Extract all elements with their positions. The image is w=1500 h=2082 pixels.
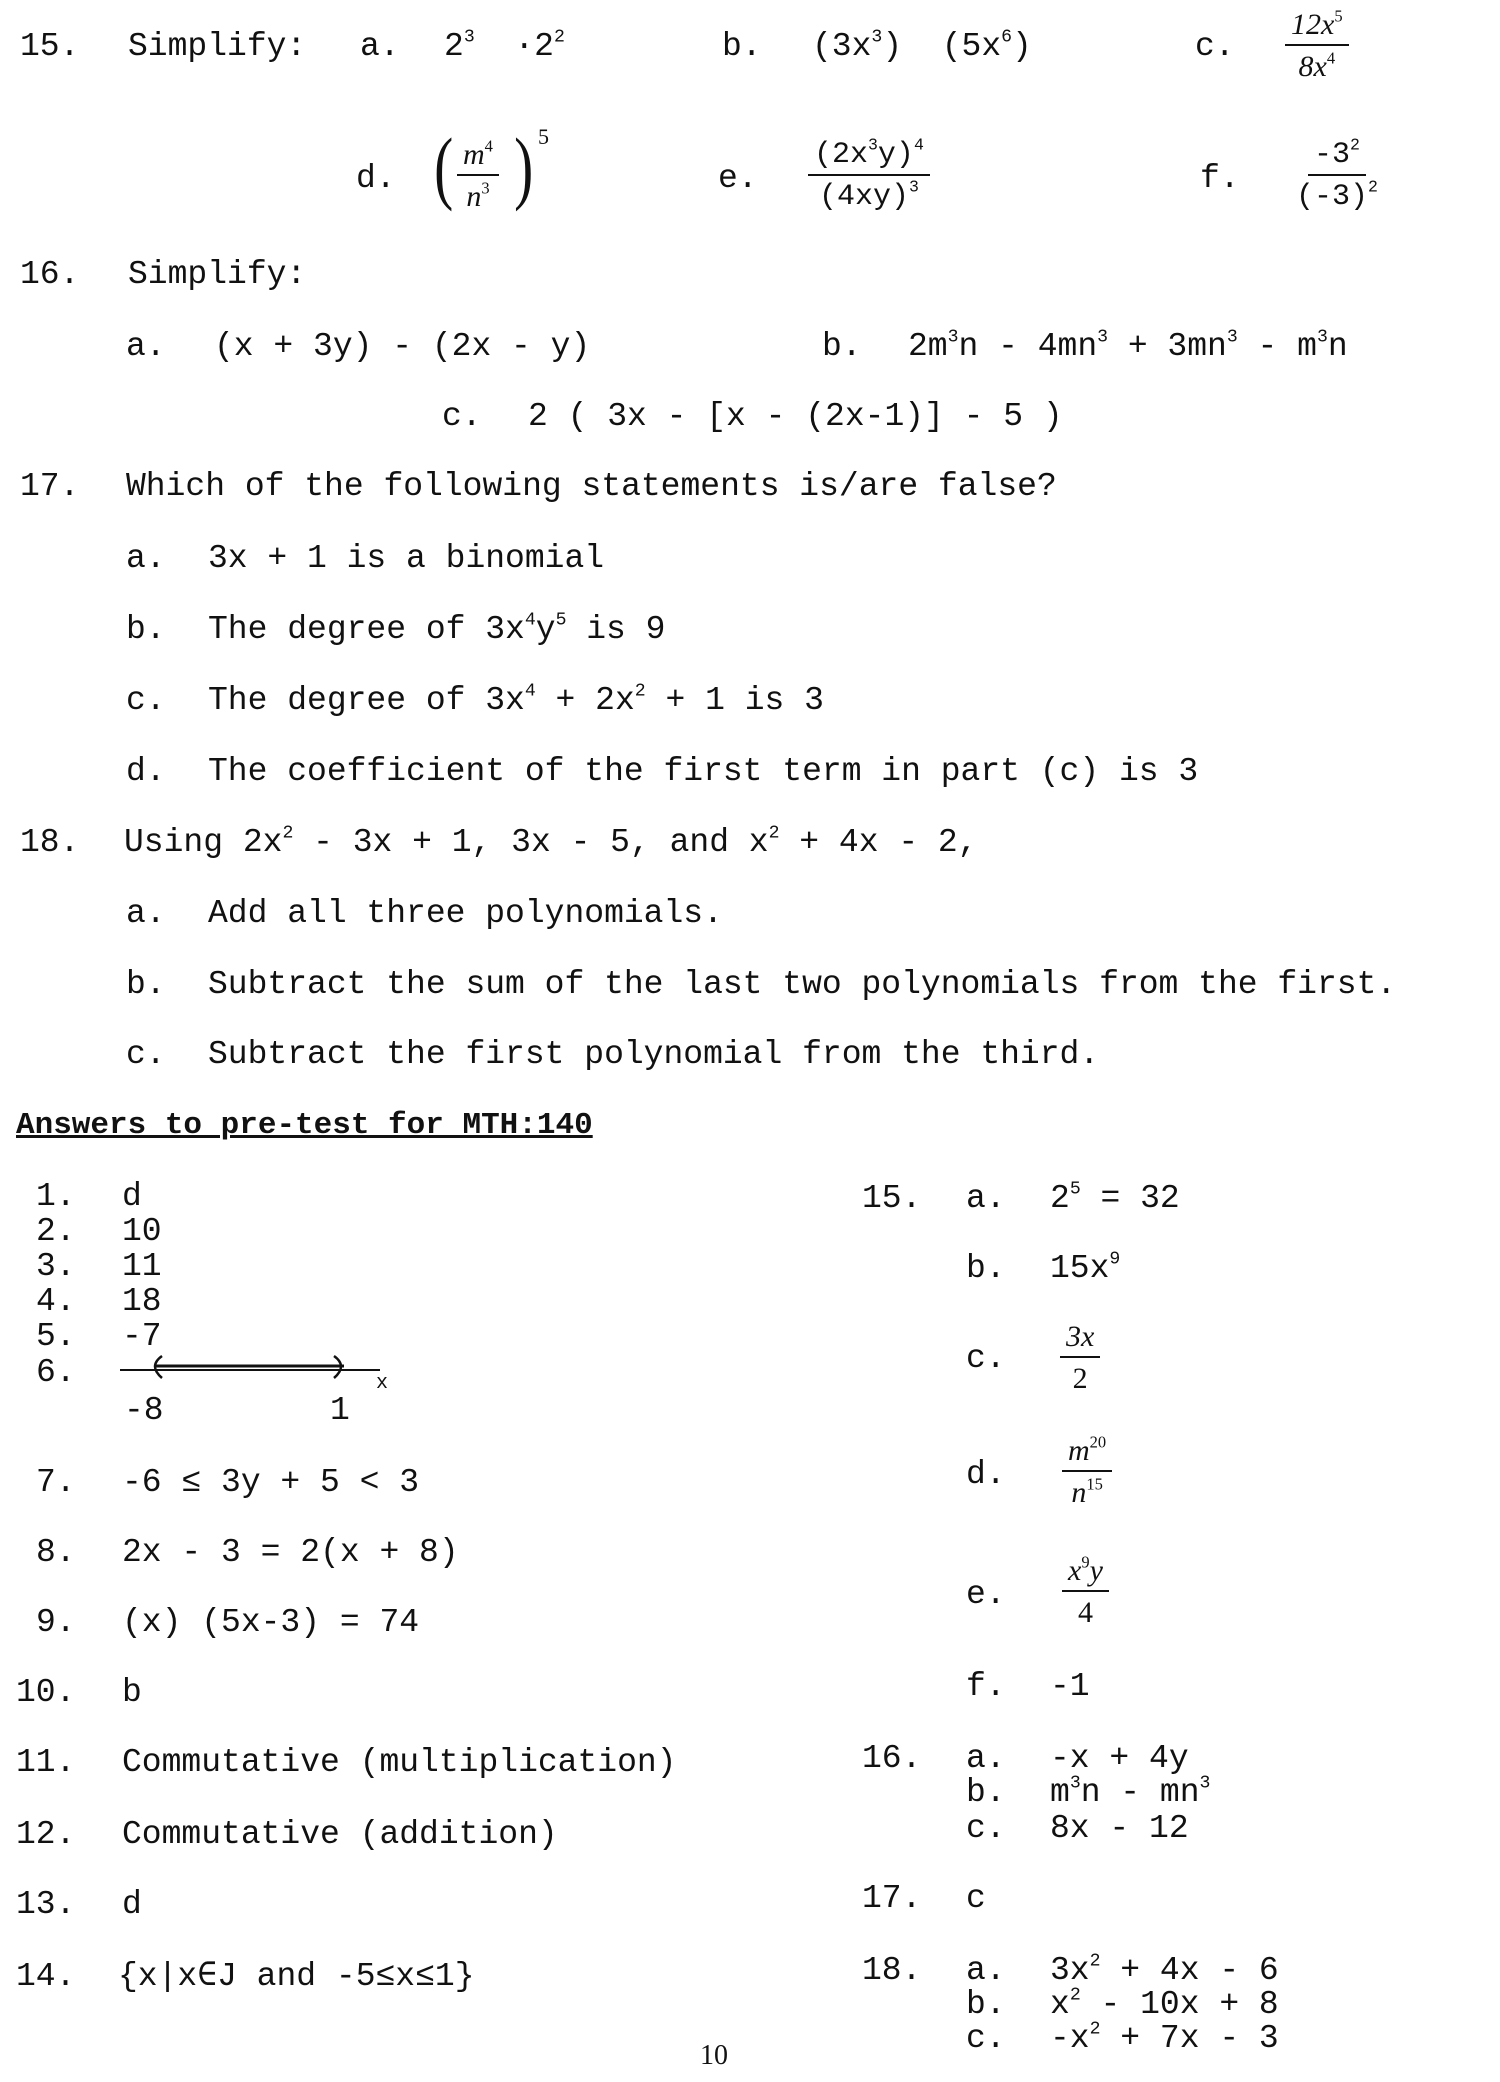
answer-17-number: 17.: [862, 1880, 922, 1917]
q18c-label: c.: [126, 1036, 166, 1073]
q15-number: 15.: [20, 28, 80, 65]
answer-9-number: 9.: [36, 1604, 76, 1641]
q15d-fraction: $\frac{m^4}{n^3}$: [457, 140, 499, 212]
answer-16c-label: c.: [966, 1810, 1006, 1847]
answer-15d-label: d.: [966, 1456, 1006, 1493]
page-number: 10: [700, 2040, 728, 2071]
answer-5-number: 5.: [36, 1318, 76, 1355]
answer-8-number: 8.: [36, 1534, 76, 1571]
q16b-label: b.: [822, 328, 862, 365]
q15e-fraction: $\frac{(2x^3y)^4}{(4xy)^3}$: [808, 140, 930, 212]
q17c-label: c.: [126, 682, 166, 719]
answer-15a: $2^5 = 32$: [1050, 1179, 1180, 1217]
q16-label: Simplify:: [128, 256, 307, 293]
q16-number: 16.: [20, 256, 80, 293]
answer-16-number: 16.: [862, 1740, 922, 1777]
answer-18c: $-x^2 + 7x - 3$: [1050, 2019, 1279, 2057]
answer-15e-fraction: $\frac{x^9y}{4}$: [1062, 1556, 1109, 1628]
answer-17: c: [966, 1880, 986, 1917]
answer-1-number: 1.: [36, 1178, 76, 1215]
answer-14-number: 14.: [16, 1958, 76, 1995]
q15a-label: a.: [360, 28, 400, 65]
q18b-label: b.: [126, 966, 166, 1003]
q15b-label: b.: [722, 28, 762, 65]
answer-4-number: 4.: [36, 1283, 76, 1320]
answer-11-number: 11.: [16, 1744, 76, 1781]
answer-18c-label: c.: [966, 2020, 1006, 2057]
q15d-label: d.: [356, 160, 396, 197]
answer-6-number-line: [118, 1352, 398, 1396]
q15f-label: f.: [1200, 160, 1240, 197]
q15d-left-paren: (: [434, 121, 454, 212]
answer-8: 2x - 3 = 2(x + 8): [122, 1534, 459, 1571]
q17d-label: d.: [126, 753, 166, 790]
q17-number: 17.: [20, 468, 80, 505]
answer-13: d: [122, 1886, 142, 1923]
answer-18-number: 18.: [862, 1952, 922, 1989]
answer-4: 18: [122, 1283, 162, 1320]
answer-16b: $m^3n - mn^3$: [1050, 1773, 1211, 1811]
answer-5: -7: [122, 1318, 162, 1355]
answer-2-number: 2.: [36, 1213, 76, 1250]
answer-15c-label: c.: [966, 1340, 1006, 1377]
q18-number: 18.: [20, 824, 80, 861]
answer-14: {x|x∈J and -5≤x≤1}: [118, 1958, 475, 1995]
answer-15f: -1: [1050, 1668, 1090, 1705]
answers-heading: Answers to pre-test for MTH:140: [16, 1108, 593, 1143]
q15f-fraction: $\frac{-3^2}{(-3)^2}$: [1296, 135, 1378, 214]
answer-6-left-endpoint: -8: [124, 1392, 164, 1429]
q15-label: Simplify:: [128, 28, 307, 65]
q17b-label: b.: [126, 611, 166, 648]
q15e-label: e.: [718, 160, 758, 197]
q17b-statement: The degree of $3x^4y^5$ is 9: [208, 610, 666, 648]
q18a-label: a.: [126, 895, 166, 932]
answer-3: 11: [122, 1248, 162, 1285]
q16a-label: a.: [126, 328, 166, 365]
answer-15a-label: a.: [966, 1180, 1006, 1217]
q16b-expression: $2m^3n - 4mn^3 + 3mn^3 - m^3n$: [908, 327, 1348, 365]
answer-10-number: 10.: [16, 1674, 76, 1711]
q15d-outer-exponent: 5: [538, 124, 549, 149]
answer-6-number: 6.: [36, 1354, 76, 1391]
answer-6-variable: x: [376, 1372, 389, 1395]
answer-16a-label: a.: [966, 1740, 1006, 1777]
q15b-expression: $(3x^3)$ $(5x^6)$: [812, 27, 1032, 65]
answer-10: b: [122, 1674, 142, 1711]
answer-15c-fraction: $\frac{3x}{2}$: [1060, 1322, 1100, 1394]
q16c-expression: 2 ( 3x - [x - (2x-1)] - 5 ): [528, 398, 1063, 435]
answer-15b-label: b.: [966, 1250, 1006, 1287]
q17-question: Which of the following statements is/are false?: [126, 468, 1057, 505]
answer-12-number: 12.: [16, 1816, 76, 1853]
answer-6-right-endpoint: 1: [330, 1392, 350, 1429]
answer-9: (x) (5x-3) = 74: [122, 1604, 420, 1641]
answer-16c: 8x - 12: [1050, 1810, 1189, 1847]
answer-16b-label: b.: [966, 1774, 1006, 1811]
q16c-label: c.: [442, 398, 482, 435]
answer-18a-label: a.: [966, 1952, 1006, 1989]
answer-15d-fraction: $\frac{m^{20}}{n^{15}}$: [1062, 1436, 1112, 1508]
q18-prompt: Using $2x^2 - 3x + 1$, 3x - 5, and $x^2 + 4x - 2$,: [124, 823, 978, 861]
answer-18b: $x^2 - 10x + 8$: [1050, 1985, 1279, 2023]
answer-7: -6 ≤ 3y + 5 < 3: [122, 1464, 420, 1501]
q18c-instruction: Subtract the first polynomial from the third.: [208, 1036, 1100, 1073]
answer-15f-label: f.: [966, 1668, 1006, 1705]
q15d-right-paren: ): [514, 121, 534, 212]
q16a-expression: (x + 3y) - (2x - y): [214, 328, 591, 365]
q18b-instruction: Subtract the sum of the last two polynomials from the first.: [208, 966, 1397, 1003]
answer-13-number: 13.: [16, 1886, 76, 1923]
answer-15e-label: e.: [966, 1576, 1006, 1613]
q15a-expression: $2^3 \cdot 2^2$: [444, 27, 565, 65]
q17a-label: a.: [126, 540, 166, 577]
answer-12: Commutative (addition): [122, 1816, 558, 1853]
answer-16a: -x + 4y: [1050, 1740, 1189, 1777]
q15c-label: c.: [1195, 28, 1235, 65]
answer-18a: $3x^2 + 4x - 6$: [1050, 1951, 1279, 1989]
q18a-instruction: Add all three polynomials.: [208, 895, 723, 932]
answer-2: 10: [122, 1213, 162, 1250]
answer-15b: $15x^9$: [1050, 1249, 1121, 1287]
answer-3-number: 3.: [36, 1248, 76, 1285]
q17d-statement: The coefficient of the first term in part (c) is 3: [208, 753, 1199, 790]
q15c-fraction: $\frac{12x^5}{8x^4}$: [1285, 10, 1349, 82]
q17c-statement: The degree of $3x^4 + 2x^2 + 1$ is 3: [208, 681, 824, 719]
answer-15-number: 15.: [862, 1180, 922, 1217]
answer-1: d: [122, 1178, 142, 1215]
answer-18b-label: b.: [966, 1986, 1006, 2023]
answer-7-number: 7.: [36, 1464, 76, 1501]
answer-11: Commutative (multiplication): [122, 1744, 677, 1781]
q17a-statement: 3x + 1 is a binomial: [208, 540, 605, 577]
